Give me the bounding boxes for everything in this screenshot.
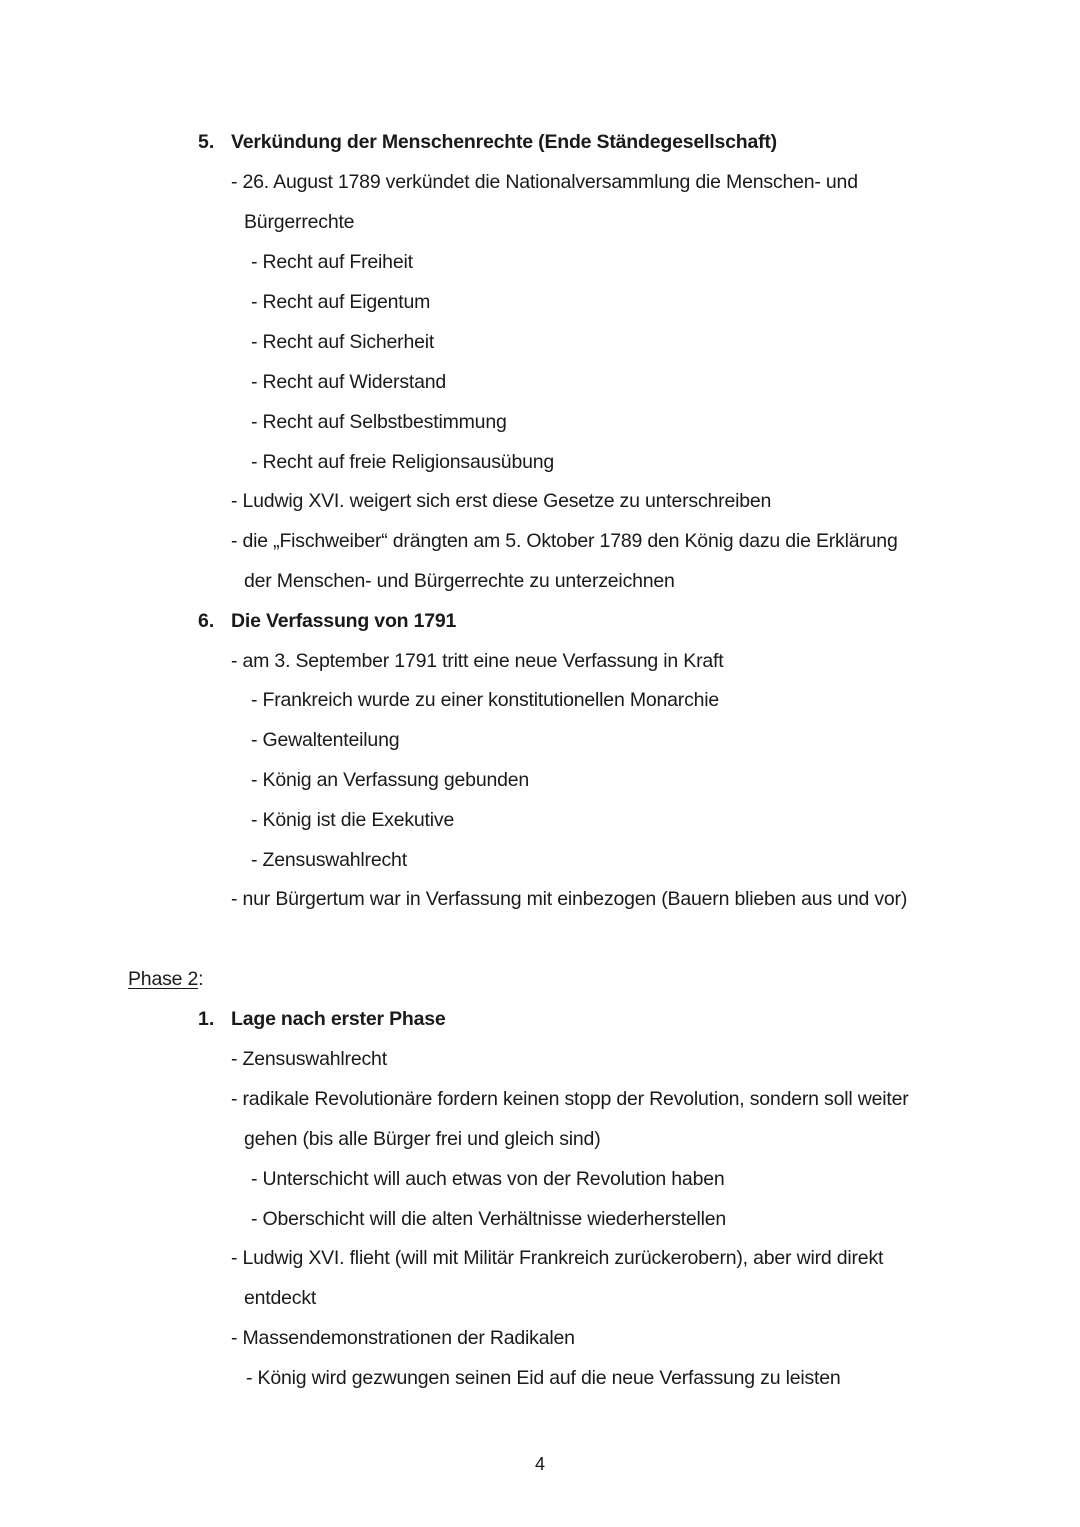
text-line: - Ludwig XVI. flieht (will mit Militär Frankreich zurückerobern), aber wird direkt bbox=[231, 1247, 884, 1269]
text-line: - nur Bürgertum war in Verfassung mit einbezogen (Bauern blieben aus und vor) bbox=[231, 888, 908, 910]
section-number: 1. bbox=[198, 1008, 215, 1030]
list-item: - Recht auf freie Religionsausübung bbox=[251, 451, 555, 473]
list-item: - Zensuswahlrecht bbox=[251, 849, 407, 871]
text-line: - am 3. September 1791 tritt eine neue Verfassung in Kraft bbox=[231, 650, 724, 672]
list-item: - Unterschicht will auch etwas von der Revolution haben bbox=[251, 1168, 725, 1190]
list-item: - Gewaltenteilung bbox=[251, 729, 400, 751]
text-line: entdeckt bbox=[244, 1287, 317, 1309]
list-item: - Recht auf Freiheit bbox=[251, 251, 413, 273]
phase-label: Phase 2 bbox=[128, 968, 199, 990]
list-item: - Recht auf Eigentum bbox=[251, 291, 431, 313]
list-item: - Frankreich wurde zu einer konstitutionellen Monarchie bbox=[251, 689, 720, 711]
list-item: - König an Verfassung gebunden bbox=[251, 769, 530, 791]
section-number: 5. bbox=[198, 131, 215, 153]
text-line: der Menschen- und Bürgerrechte zu unterzeichnen bbox=[244, 570, 675, 592]
list-item: - König wird gezwungen seinen Eid auf die neue Verfassung zu leisten bbox=[246, 1367, 841, 1389]
list-item: - Recht auf Sicherheit bbox=[251, 331, 435, 353]
list-item: - König ist die Exekutive bbox=[251, 809, 455, 831]
list-item: - Recht auf Selbstbestimmung bbox=[251, 411, 507, 433]
phase-heading bbox=[128, 967, 203, 991]
text-line: - 26. August 1789 verkündet die Nationalversammlung die Menschen- und bbox=[231, 171, 858, 193]
text-line: - Massendemonstrationen der Radikalen bbox=[231, 1327, 575, 1349]
section-heading: Lage nach erster Phase bbox=[231, 1008, 446, 1030]
section-number: 6. bbox=[198, 610, 215, 632]
phase-colon: : bbox=[198, 968, 204, 990]
text-line: - Zensuswahlrecht bbox=[231, 1048, 387, 1070]
text-line: - die „Fischweiber“ drängten am 5. Oktober 1789 den König dazu die Erklärung bbox=[231, 530, 898, 552]
text-line: gehen (bis alle Bürger frei und gleich sind) bbox=[244, 1128, 601, 1150]
list-item: - Oberschicht will die alten Verhältnisse wiederherstellen bbox=[251, 1208, 727, 1230]
section-heading: Verkündung der Menschenrechte (Ende Ständegesellschaft) bbox=[231, 131, 777, 153]
section-heading: Die Verfassung von 1791 bbox=[231, 610, 457, 632]
page-number: 4 bbox=[534, 1454, 545, 1474]
text-line: Bürgerrechte bbox=[244, 211, 355, 233]
text-line: - radikale Revolutionäre fordern keinen stopp der Revolution, sondern soll weiter bbox=[231, 1088, 909, 1110]
text-line: - Ludwig XVI. weigert sich erst diese Gesetze zu unterschreiben bbox=[231, 490, 772, 512]
list-item: - Recht auf Widerstand bbox=[251, 371, 447, 393]
